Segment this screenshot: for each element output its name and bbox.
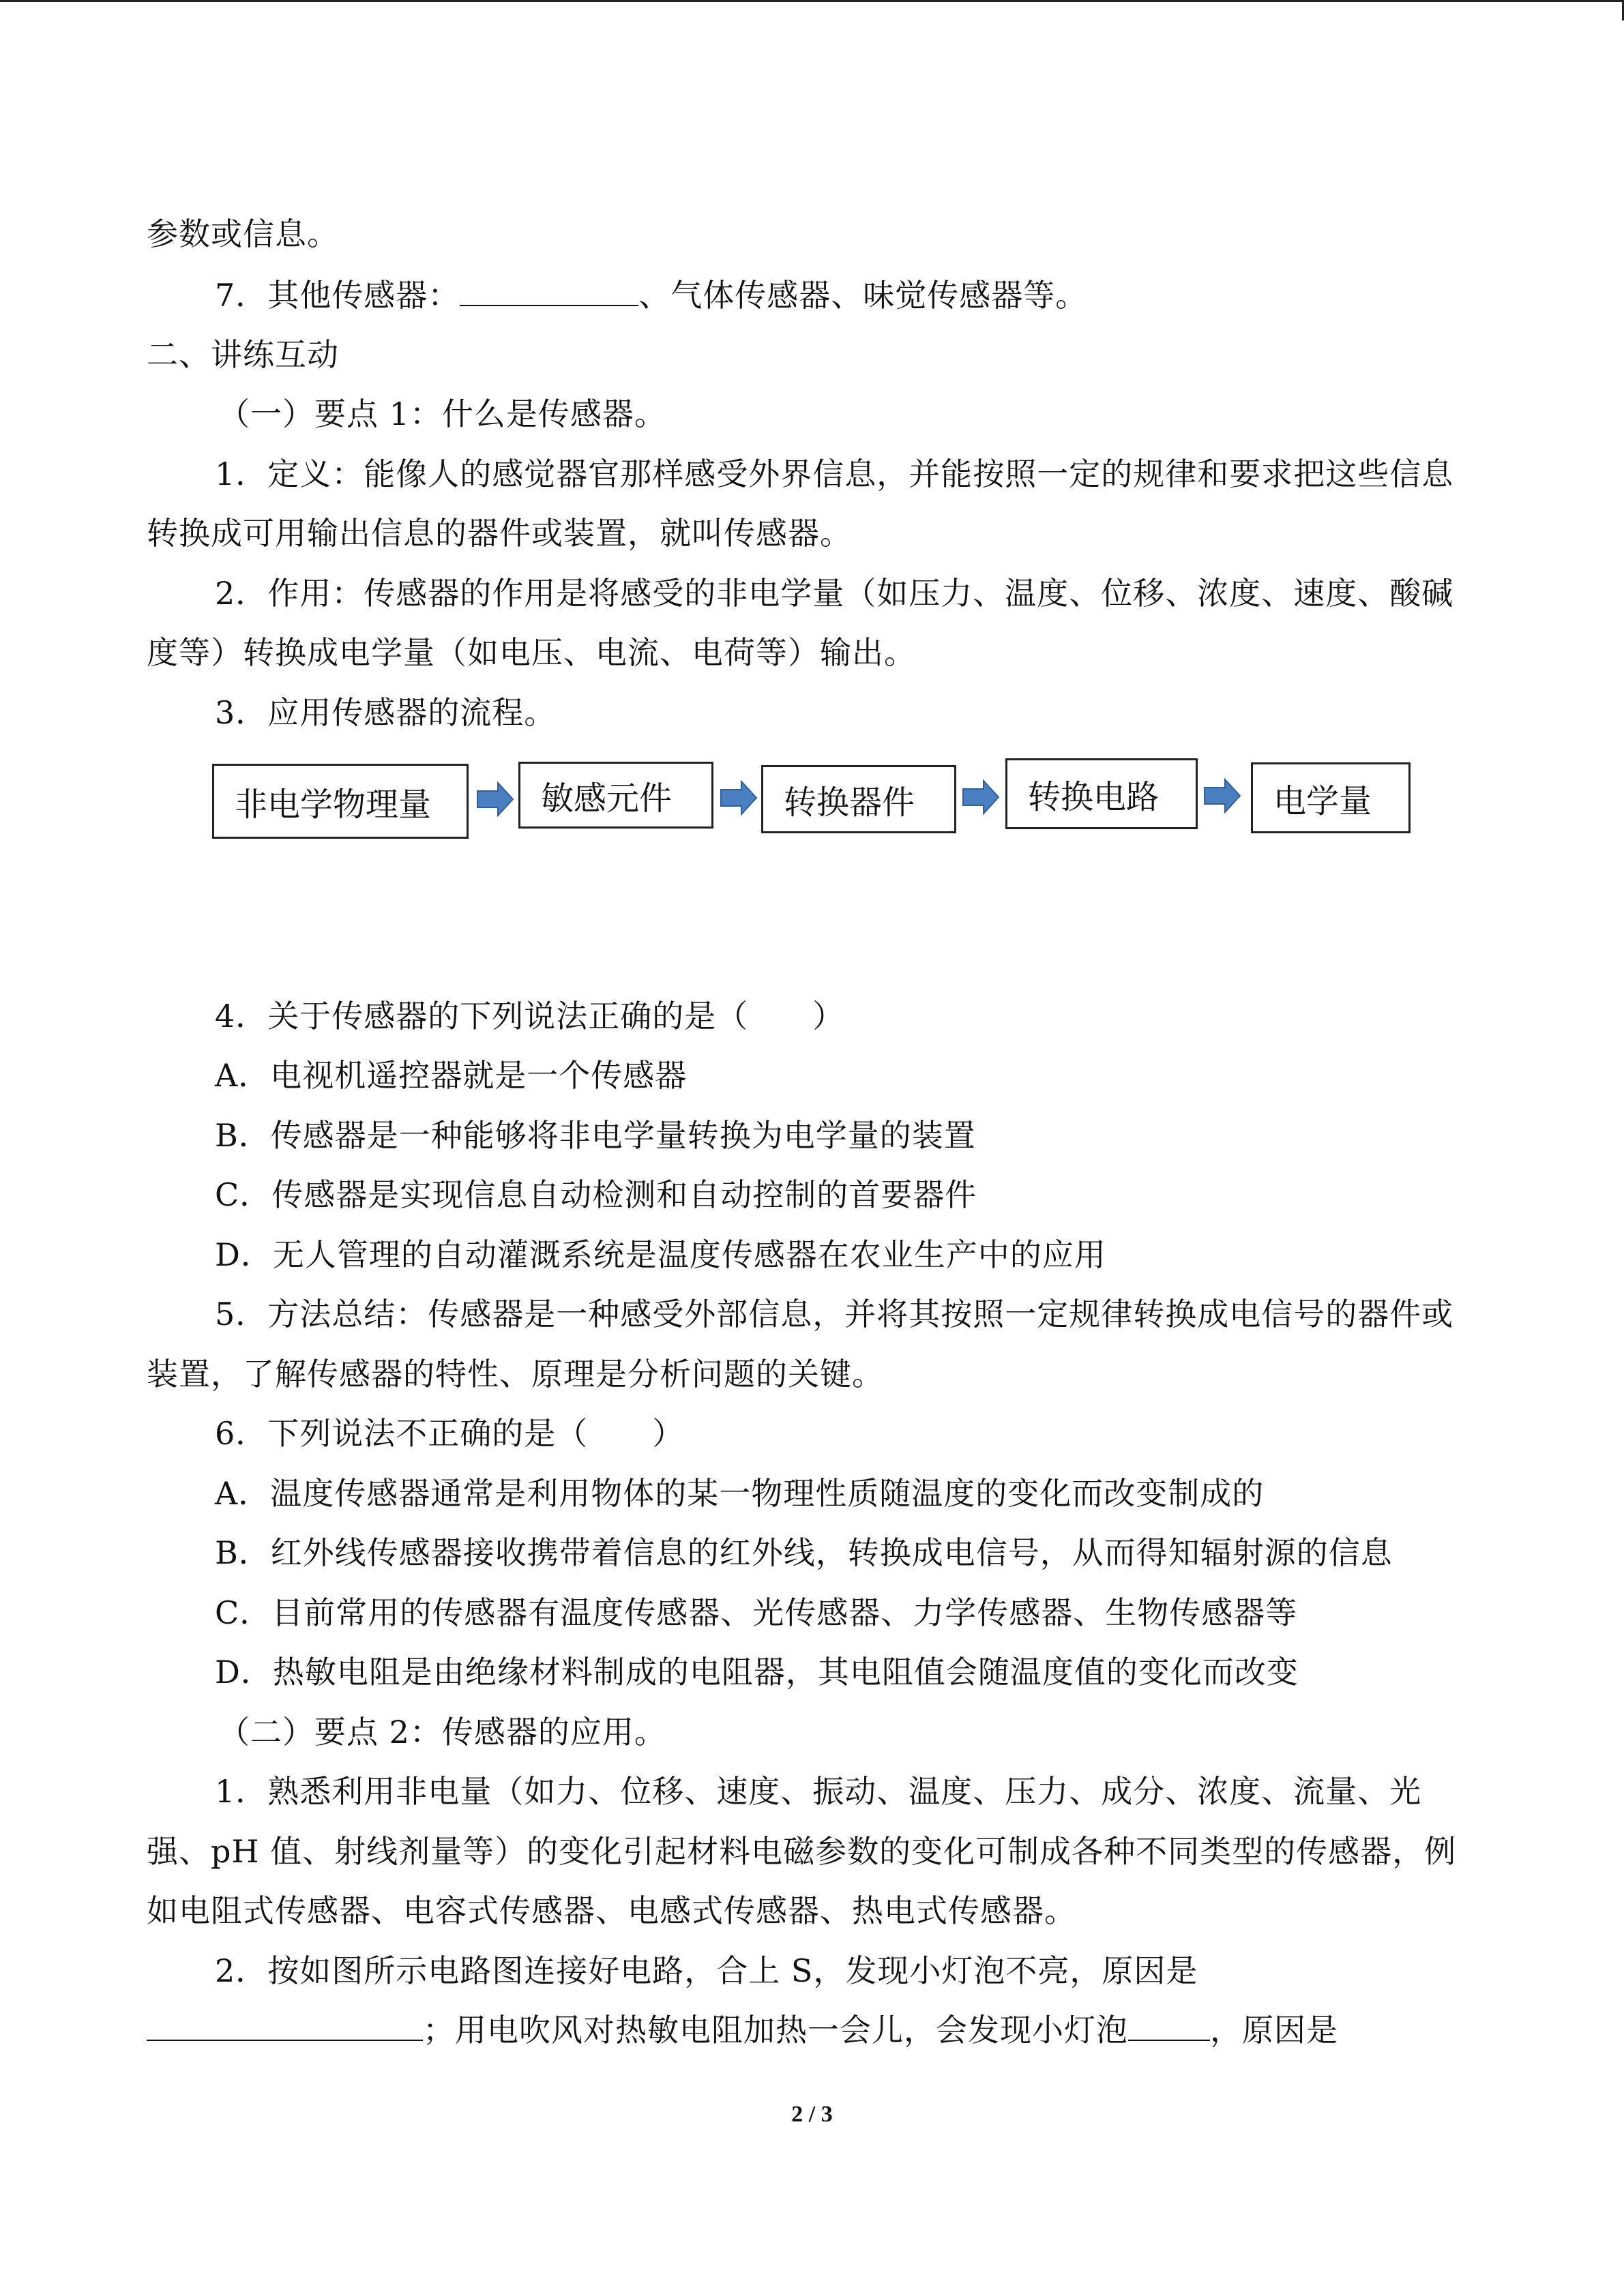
- fill-blank: [1128, 2011, 1210, 2041]
- question-stem: 6．下列说法不正确的是（ ）: [215, 1415, 685, 1452]
- text-line: 2．按如图所示电路图连接好电路，合上 S，发现小灯泡不亮，原因是: [215, 1952, 1198, 1989]
- text-line: 度等）转换成电学量（如电压、电流、电荷等）输出。: [147, 634, 916, 671]
- answer-option: B．红外线传感器接收携带着信息的红外线，转换成电信号，从而得知辐射源的信息: [215, 1534, 1393, 1571]
- answer-option: A．温度传感器通常是利用物体的某一物理性质随温度的变化而改变制成的: [215, 1475, 1265, 1512]
- text-segment: 7．其他传感器：: [215, 277, 460, 314]
- flow-arrow-icon: [720, 780, 758, 816]
- answer-option: C．目前常用的传感器有温度传感器、光传感器、力学传感器、生物传感器等: [215, 1594, 1298, 1631]
- question-stem: 4．关于传感器的下列说法正确的是（ ）: [215, 998, 845, 1034]
- answer-option: A．电视机遥控器就是一个传感器: [215, 1057, 688, 1094]
- text-line: [215, 275, 1087, 316]
- answer-option: D．热敏电阻是由绝缘材料制成的电阻器，其电阻值会随温度值的变化而改变: [215, 1654, 1299, 1690]
- text-line: 参数或信息。: [147, 215, 339, 252]
- text-line: 5．方法总结：传感器是一种感受外部信息，并将其按照一定规律转换成电信号的器件或: [215, 1296, 1454, 1332]
- flow-box: 转换器件: [761, 765, 956, 833]
- flow-box: 转换电路: [1005, 758, 1198, 829]
- text-segment: ；用电吹风对热敏电阻加热一会儿，会发现小灯泡: [423, 2012, 1128, 2048]
- text-line: 转换成可用输出信息的器件或装置，就叫传感器。: [147, 515, 852, 552]
- flow-box: 非电学物理量: [212, 764, 469, 839]
- answer-option: D．无人管理的自动灌溉系统是温度传感器在农业生产中的应用: [215, 1236, 1106, 1273]
- flow-box: 敏感元件: [518, 762, 713, 829]
- answer-option: C．传感器是实现信息自动检测和自动控制的首要器件: [215, 1176, 977, 1213]
- text-line: 2．作用：传感器的作用是将感受的非电学量（如压力、温度、位移、浓度、速度、酸碱: [215, 575, 1454, 612]
- text-line: 强、pH 值、射线剂量等）的变化引起材料电磁参数的变化可制成各种不同类型的传感器，例: [147, 1833, 1457, 1870]
- text-segment: ，原因是: [1210, 2012, 1338, 2048]
- subsection-heading: （一）要点 1：什么是传感器。: [218, 396, 666, 432]
- flow-arrow-icon: [476, 781, 514, 817]
- text-segment: 、气体传感器、味觉传感器等。: [638, 277, 1088, 314]
- text-line: [147, 2010, 1338, 2051]
- text-line: 装置，了解传感器的特性、原理是分析问题的关键。: [147, 1356, 884, 1392]
- section-heading: 二、讲练互动: [147, 336, 339, 373]
- text-line: 1．定义：能像人的感觉器官那样感受外界信息，并能按照一定的规律和要求把这些信息: [215, 456, 1454, 492]
- flow-arrow-icon: [1203, 778, 1241, 814]
- top-border: [0, 0, 1624, 2]
- flow-arrow-icon: [962, 779, 1000, 815]
- answer-option: B．传感器是一种能够将非电学量转换为电学量的装置: [215, 1117, 976, 1154]
- flow-box: 电学量: [1251, 762, 1411, 833]
- subsection-heading: （二）要点 2：传感器的应用。: [218, 1714, 666, 1750]
- text-line: 如电阻式传感器、电容式传感器、电感式传感器、热电式传感器。: [147, 1892, 1076, 1929]
- page-number: 2 / 3: [791, 2102, 833, 2127]
- text-line: 1．熟悉利用非电量（如力、位移、速度、振动、温度、压力、成分、浓度、流量、光: [215, 1773, 1422, 1810]
- text-line: 3．应用传感器的流程。: [215, 694, 557, 731]
- fill-blank: [147, 2011, 423, 2041]
- fill-blank: [460, 276, 638, 306]
